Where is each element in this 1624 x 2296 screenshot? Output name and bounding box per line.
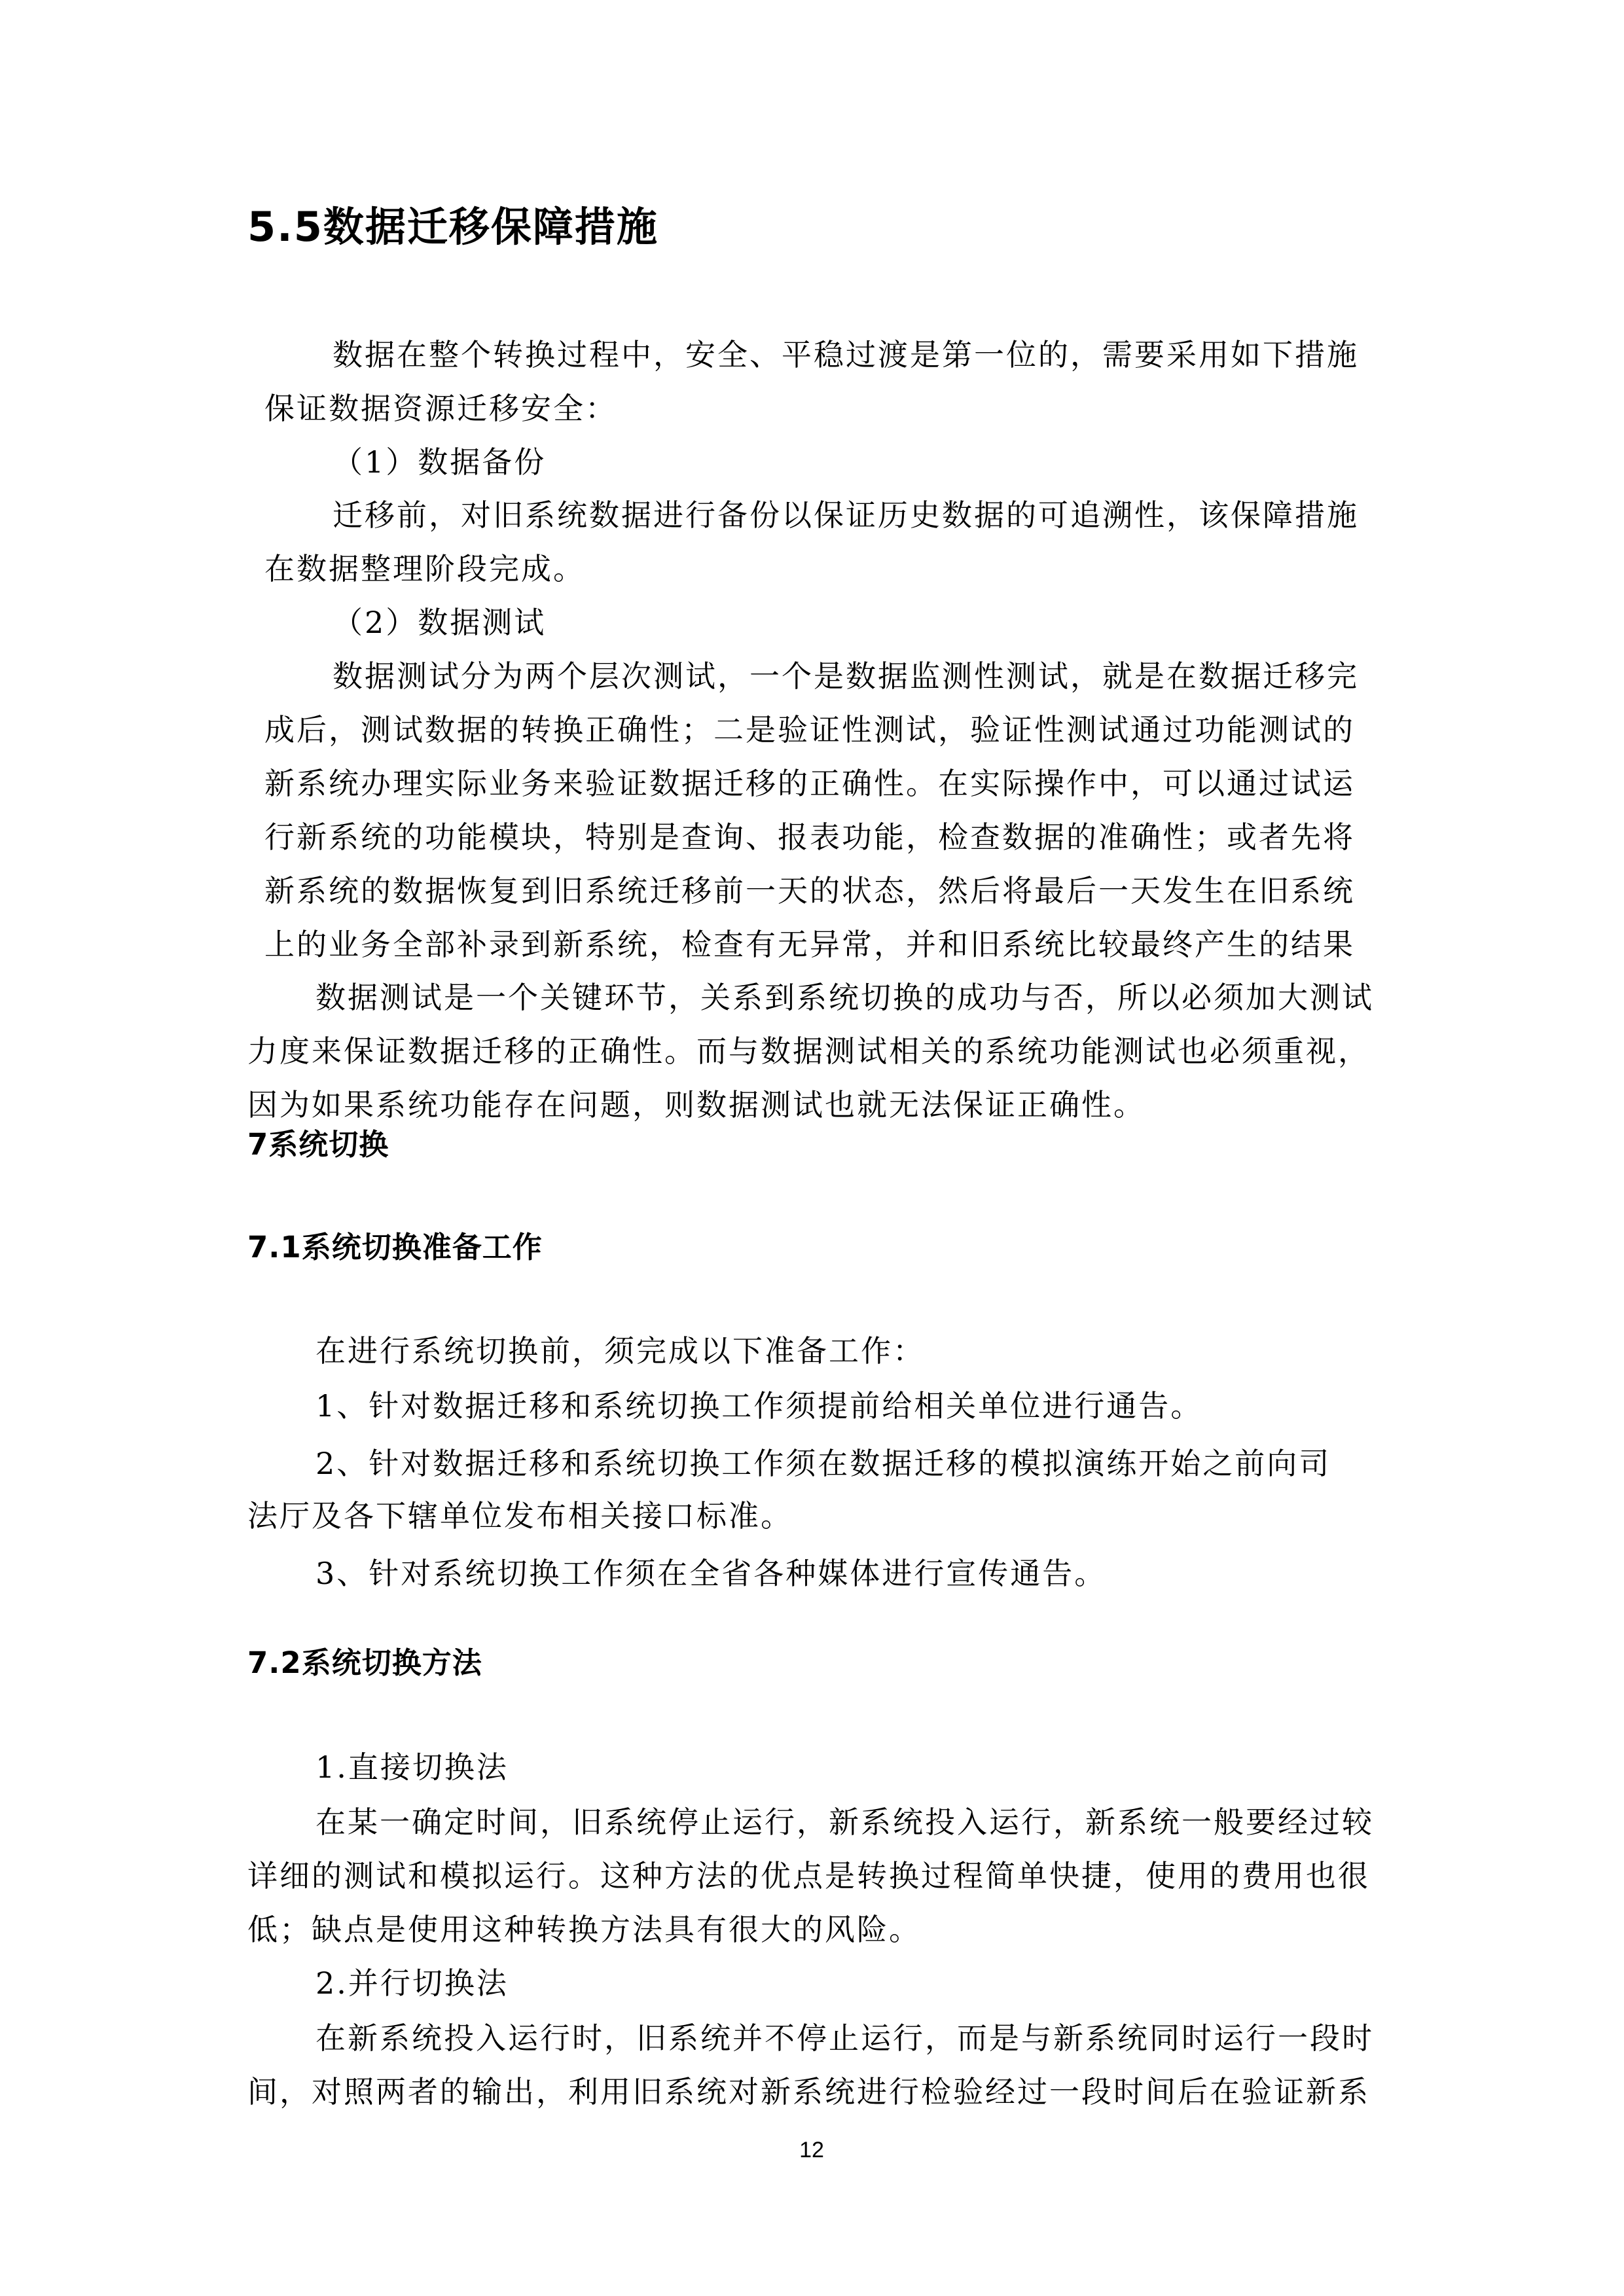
- list-item: 1、针对数据迁移和系统切换工作须提前给相关单位进行通告。: [316, 1388, 1203, 1424]
- paragraph-line: 在数据整理阶段完成。: [264, 551, 585, 586]
- method-title: 2.并行切换法: [316, 1965, 509, 2001]
- paragraph-line: 因为如果系统功能存在问题，则数据测试也就无法保证正确性。: [247, 1087, 1146, 1122]
- paragraph-line: 在新系统投入运行时，旧系统并不停止运行，而是与新系统同时运行一段时: [316, 2020, 1374, 2056]
- section-heading-7-2: 7.2系统切换方法: [247, 1645, 482, 1680]
- paragraph-line: 迁移前，对旧系统数据进行备份以保证历史数据的可追溯性，该保障措施: [333, 497, 1359, 533]
- paragraph-line: 数据在整个转换过程中，安全、平稳过渡是第一位的，需要采用如下措施: [333, 337, 1359, 372]
- list-item-heading: （2）数据测试: [333, 605, 547, 640]
- paragraph-line: 低；缺点是使用这种转换方法具有很大的风险。: [247, 1912, 921, 1947]
- list-item-continuation: 法厅及各下辖单位发布相关接口标准。: [247, 1498, 793, 1534]
- list-item-heading: （1）数据备份: [333, 444, 547, 480]
- paragraph-line: 力度来保证数据迁移的正确性。而与数据测试相关的系统功能测试也必须重视，: [247, 1033, 1370, 1069]
- page-number: 12: [799, 2138, 824, 2162]
- paragraph-line: 上的业务全部补录到新系统，检查有无异常，并和旧系统比较最终产生的结果: [264, 927, 1355, 962]
- list-item: 3、针对系统切换工作须在全省各种媒体进行宣传通告。: [316, 1556, 1107, 1591]
- paragraph-line: 在进行系统切换前，须完成以下准备工作：: [316, 1333, 925, 1369]
- method-title: 1.直接切换法: [316, 1749, 509, 1785]
- paragraph-line: 详细的测试和模拟运行。这种方法的优点是转换过程简单快捷，使用的费用也很: [247, 1858, 1370, 1893]
- list-item: 2、针对数据迁移和系统切换工作须在数据迁移的模拟演练开始之前向司: [316, 1446, 1331, 1481]
- section-heading-7: 7系统切换: [247, 1127, 389, 1162]
- paragraph-line: 新系统办理实际业务来验证数据迁移的正确性。在实际操作中，可以通过试运: [264, 766, 1355, 801]
- paragraph-line: 行新系统的功能模块，特别是查询、报表功能，检查数据的准确性；或者先将: [264, 819, 1355, 855]
- paragraph-line: 保证数据资源迁移安全：: [264, 391, 617, 426]
- paragraph-line: 间，对照两者的输出，利用旧系统对新系统进行检验经过一段时间后在验证新系: [247, 2074, 1370, 2109]
- paragraph-line: 数据测试分为两个层次测试，一个是数据监测性测试，就是在数据迁移完: [333, 658, 1359, 694]
- section-title-5-5: 5.5数据迁移保障措施: [247, 203, 659, 251]
- paragraph-line: 新系统的数据恢复到旧系统迁移前一天的状态，然后将最后一天发生在旧系统: [264, 873, 1355, 908]
- paragraph-line: 成后，测试数据的转换正确性；二是验证性测试，验证性测试通过功能测试的: [264, 712, 1355, 747]
- paragraph-line: 数据测试是一个关键环节，关系到系统切换的成功与否，所以必须加大测试: [316, 980, 1374, 1015]
- section-heading-7-1: 7.1系统切换准备工作: [247, 1230, 543, 1265]
- paragraph-line: 在某一确定时间，旧系统停止运行，新系统投入运行，新系统一般要经过较: [316, 1804, 1374, 1840]
